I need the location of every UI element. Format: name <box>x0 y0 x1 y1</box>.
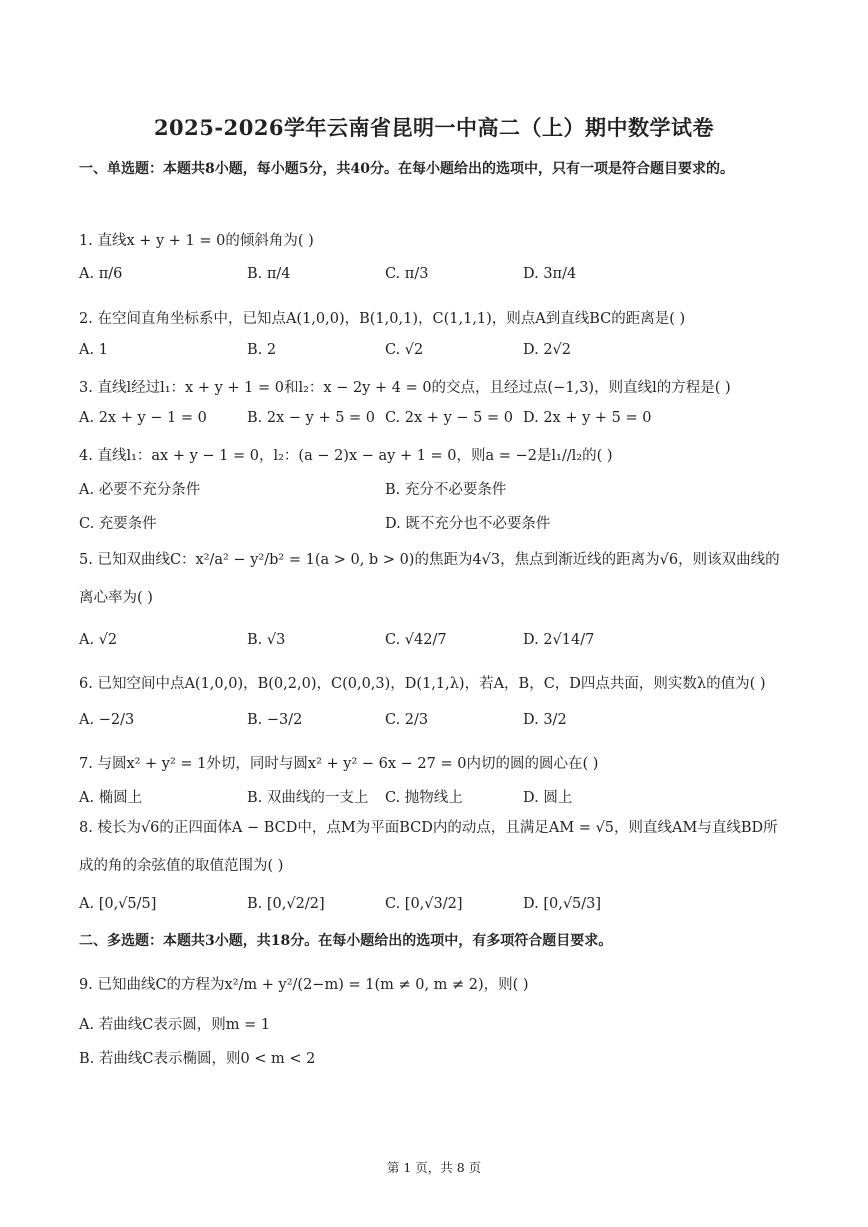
q6-option-d: D. 3/2 <box>523 712 567 728</box>
q4-option-d: D. 既不充分也不必要条件 <box>385 516 551 532</box>
q4-option-a: A. 必要不充分条件 <box>79 482 201 498</box>
q8-option-c: C. [0,√3/2] <box>385 896 463 912</box>
q5-option-a: A. √2 <box>79 632 118 648</box>
q7-option-c: C. 抛物线上 <box>385 790 463 806</box>
page-footer: 第 1 页，共 8 页 <box>386 1160 482 1175</box>
q3-option-a: A. 2x + y − 1 = 0 <box>79 410 207 426</box>
q2-option-a: A. 1 <box>79 342 108 358</box>
q3-option-d: D. 2x + y + 5 = 0 <box>523 410 652 426</box>
question-1: 1. 直线x + y + 1 = 0的倾斜角为( ) <box>79 233 314 249</box>
question-6: 6. 已知空间中点A(1,0,0)，B(0,2,0)，C(0,0,3)，D(1,1,λ)，若A，B，C，D四点共面，则实数λ的值为( ) <box>79 676 766 692</box>
question-2: 2. 在空间直角坐标系中，已知点A(1,0,0)，B(1,0,1)，C(1,1,1)，则点A到直线BC的距离是( ) <box>79 311 686 327</box>
q7-option-a: A. 椭圆上 <box>79 790 143 806</box>
q3-option-b: B. 2x − y + 5 = 0 <box>247 410 376 426</box>
section-heading-multi-choice: 二、多选题：本题共3小题，共18分。在每小题给出的选项中，有多项符合题目要求。 <box>79 933 613 949</box>
q8-option-a: A. [0,√5/5] <box>79 896 157 912</box>
q8-option-b: B. [0,√2/2] <box>247 896 325 912</box>
q6-option-c: C. 2/3 <box>385 712 429 728</box>
q4-option-b: B. 充分不必要条件 <box>385 482 507 498</box>
q1-option-c: C. π/3 <box>385 266 429 282</box>
q8-option-d: D. [0,√5/3] <box>523 896 602 912</box>
q1-option-b: B. π/4 <box>247 266 291 282</box>
q2-option-b: B. 2 <box>247 342 277 358</box>
question-4: 4. 直线l₁：ax + y − 1 = 0，l₂：(a − 2)x − ay + 1 = 0，则a = −2是l₁//l₂的( ) <box>79 448 613 464</box>
q7-option-d: D. 圆上 <box>523 790 573 806</box>
q2-option-c: C. √2 <box>385 342 424 358</box>
q6-option-a: A. −2/3 <box>79 712 135 728</box>
page-title: 2025-2026学年云南省昆明一中高二（上）期中数学试卷 <box>153 115 715 140</box>
question-3: 3. 直线l经过l₁：x + y + 1 = 0和l₂：x − 2y + 4 = 0的交点，且经过点(−1,3)，则直线l的方程是( ) <box>79 380 731 396</box>
q5-option-b: B. √3 <box>247 632 286 648</box>
q9-option-a: A. 若曲线C表示圆，则m = 1 <box>79 1017 271 1033</box>
q7-option-b: B. 双曲线的一支上 <box>247 790 369 806</box>
question-9: 9. 已知曲线C的方程为x²/m + y²/(2−m) = 1(m ≠ 0, m ≠ 2)，则( ) <box>79 977 529 993</box>
q1-option-a: A. π/6 <box>79 266 123 282</box>
q2-option-d: D. 2√2 <box>523 342 572 358</box>
q3-option-c: C. 2x + y − 5 = 0 <box>385 410 513 426</box>
q1-option-d: D. 3π/4 <box>523 266 577 282</box>
q6-option-b: B. −3/2 <box>247 712 303 728</box>
question-8: 8. 棱长为√6的正四面体A − BCD中，点M为平面BCD内的动点，且满足AM = √5，则直线AM与直线BD所成的角的余弦值的取值范围为( ) <box>79 820 778 874</box>
section-heading-single-choice: 一、单选题：本题共8小题，每小题5分，共40分。在每小题给出的选项中，只有一项是符合题目要求的。 <box>79 161 734 177</box>
question-7: 7. 与圆x² + y² = 1外切，同时与圆x² + y² − 6x − 27 = 0内切的圆的圆心在( ) <box>79 756 599 772</box>
question-5: 5. 已知双曲线C：x²/a² − y²/b² = 1(a > 0, b > 0)的焦距为4√3，焦点到渐近线的距离为√6，则该双曲线的离心率为( ) <box>79 552 780 606</box>
q9-option-b: B. 若曲线C表示椭圆，则0 < m < 2 <box>79 1051 316 1067</box>
q5-option-d: D. 2√14/7 <box>523 632 595 648</box>
q4-option-c: C. 充要条件 <box>79 516 157 532</box>
q5-option-c: C. √42/7 <box>385 632 447 648</box>
